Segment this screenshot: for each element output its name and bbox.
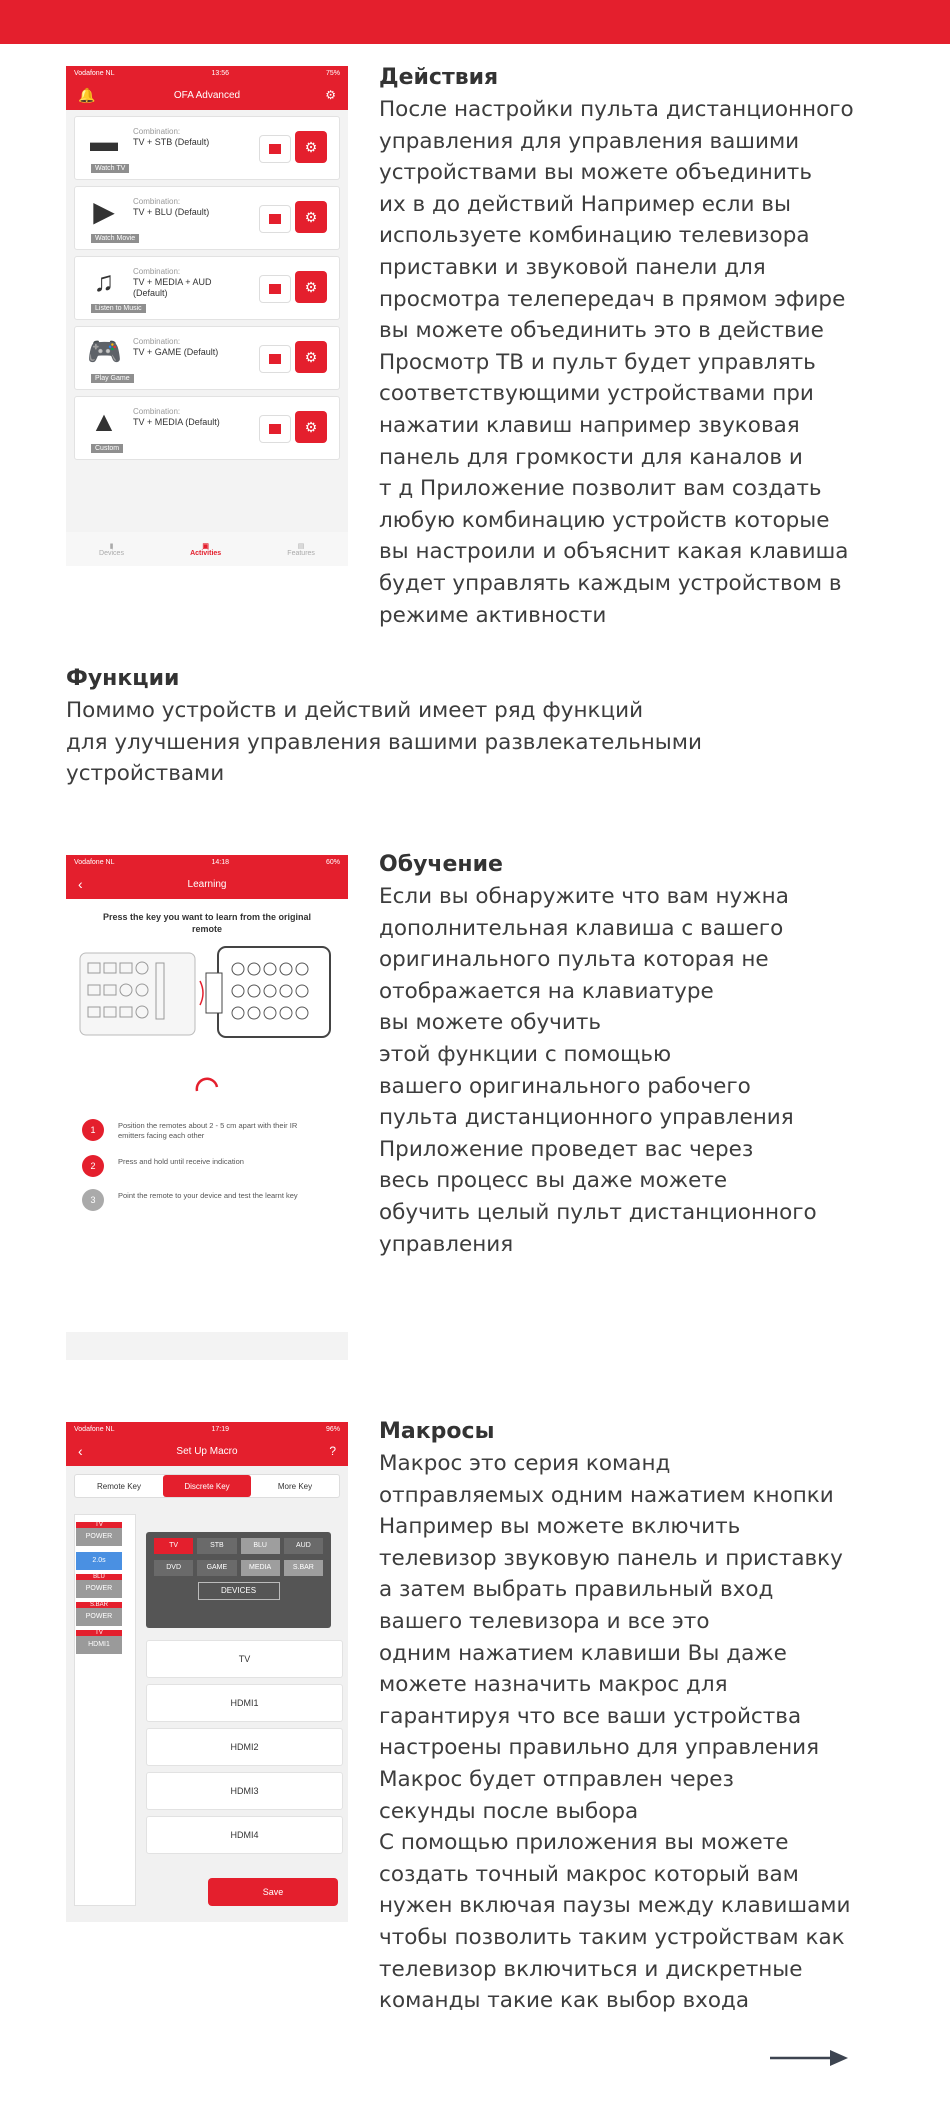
combination-value: TV + MEDIA (Default) — [133, 417, 220, 427]
step-number: 3 — [82, 1189, 104, 1211]
learning-instruction: Press the key you want to learn from the original remote — [102, 912, 312, 934]
macro-step-chip[interactable]: POWER — [76, 1580, 122, 1598]
combination-label: Combination: — [133, 197, 181, 206]
save-button[interactable]: Save — [208, 1878, 338, 1906]
carrier-label: Vodafone NL — [74, 69, 115, 77]
segment-discrete-key[interactable]: Discrete Key — [163, 1475, 251, 1497]
remote-icon: ▮ — [109, 542, 114, 550]
battery-label: 60% — [325, 858, 340, 866]
activity-card[interactable] — [74, 186, 340, 250]
battery-label: 75% — [325, 69, 340, 77]
device-row — [146, 1554, 331, 1576]
delay-chip[interactable]: 2.0s — [76, 1552, 122, 1570]
macro-step-chip[interactable]: HDMI1 — [76, 1636, 122, 1654]
activity-card[interactable] — [74, 256, 340, 320]
step-number: 1 — [82, 1119, 104, 1141]
battery-label: 96% — [325, 1425, 340, 1433]
time-label: 14:18 — [211, 858, 229, 866]
learning-body — [66, 899, 348, 1332]
bell-icon[interactable]: 🔔 — [78, 86, 96, 103]
activity-list — [66, 116, 348, 460]
tab-devices[interactable] — [99, 542, 124, 557]
time-label: 17:19 — [211, 1425, 229, 1433]
activity-card[interactable] — [74, 326, 340, 390]
learning-body-text: Если вы обнаружите что вам нужна дополнительная клавиша с вашего оригинального пульта которая не отображается на клавиатуре вы можете обучить этой функции с помощью вашего оригинального рабочего пульта дистанционного управления Приложение проведет вас через весь процесс вы даже можете обучить целый пульт дистанционного управления — [379, 884, 817, 1257]
combination-value: TV + GAME (Default) — [133, 347, 219, 357]
app-header — [66, 80, 348, 110]
macros-section — [379, 1416, 879, 2017]
video-icon: ▶ — [93, 196, 115, 227]
device-button[interactable]: S.BAR — [284, 1560, 323, 1576]
settings-gear-button[interactable]: ⚙ — [295, 341, 327, 373]
tab-label: Features — [287, 549, 315, 557]
chip-device-label: TV — [76, 1522, 122, 1528]
music-icon: ♫ — [93, 266, 115, 297]
activities-section — [379, 62, 879, 631]
combination-label: Combination: — [133, 337, 181, 346]
learning-screenshot — [66, 855, 348, 1360]
loading-spinner-icon — [192, 1075, 222, 1095]
command-item[interactable]: HDMI1 — [146, 1684, 343, 1722]
functions-heading: Функции — [66, 666, 180, 691]
combination-label: Combination: — [133, 127, 181, 136]
tab-activities[interactable] — [190, 542, 221, 557]
chip-device-label: TV — [76, 1630, 122, 1636]
chip-device-label: BLU — [76, 1574, 122, 1580]
activity-card[interactable] — [74, 396, 340, 460]
chip-device-label: S.BAR — [76, 1602, 122, 1608]
device-button[interactable]: GAME — [197, 1560, 236, 1576]
settings-gear-button[interactable]: ⚙ — [295, 271, 327, 303]
device-button[interactable]: STB — [197, 1538, 236, 1554]
activity-name-tag: Watch Movie — [91, 234, 139, 243]
app-header — [66, 869, 348, 899]
time-label: 13:56 — [211, 69, 229, 77]
tab-label: Devices — [99, 549, 124, 557]
help-icon[interactable]: ? — [329, 1444, 336, 1458]
macro-step-chip[interactable]: POWER — [76, 1608, 122, 1626]
activities-icon: ▣ — [202, 542, 209, 550]
next-page-arrow-icon — [770, 2048, 850, 2068]
command-item[interactable]: HDMI3 — [146, 1772, 343, 1810]
features-icon: ▤ — [297, 542, 305, 550]
functions-body: Помимо устройств и действий имеет ряд функций для улучшения управления вашими развлекательными устройствами — [66, 698, 702, 787]
status-bar — [66, 66, 348, 80]
remote-button[interactable] — [259, 415, 291, 443]
header-title: Set Up Macro — [176, 1445, 238, 1457]
combination-value: TV + BLU (Default) — [133, 207, 210, 217]
macro-step-chip[interactable]: POWER — [76, 1528, 122, 1546]
activities-screenshot — [66, 66, 348, 566]
header-title: OFA Advanced — [173, 89, 241, 101]
device-row — [146, 1532, 331, 1554]
device-button[interactable]: BLU — [241, 1538, 280, 1554]
macros-body: Макрос это серия команд отправляемых одним нажатием кнопки Например вы можете включить телевизор звуковую панель и приставку а затем выбрать правильный вход вашего телевизора и все это одним нажатием клавиши Вы даже можете назначить макрос для гарантируя что все ваши устройства настроены правильно для управления Макрос будет отправлен через секунды после выбора С помощью приложения вы можете создать точный макрос который вам нужен включая паузы между клавишами чтобы позволить таким устройствам как телевизор включиться и дискретные команды такие как выбор входа — [379, 1451, 851, 2014]
remote-button[interactable] — [259, 135, 291, 163]
devices-label[interactable]: DEVICES — [198, 1582, 280, 1600]
key-type-segmented-control — [74, 1474, 340, 1498]
macro-sequence — [76, 1518, 122, 1654]
combination-label: Combination: — [133, 407, 181, 416]
device-button[interactable]: AUD — [284, 1538, 323, 1554]
command-item[interactable]: HDMI2 — [146, 1728, 343, 1766]
command-item[interactable]: HDMI4 — [146, 1816, 343, 1854]
carrier-label: Vodafone NL — [74, 858, 115, 866]
activities-heading: Действия — [379, 65, 499, 90]
header-title: Learning — [187, 878, 227, 890]
back-icon[interactable]: ‹ — [78, 876, 83, 892]
learning-section — [379, 849, 879, 1260]
learning-heading: Обучение — [379, 852, 503, 877]
remotes-illustration — [66, 933, 348, 1063]
app-header — [66, 1436, 348, 1466]
macros-heading: Макросы — [379, 1419, 495, 1444]
step-text: Position the remotes about 2 - 5 cm apart with their IR emitters facing each other — [118, 1121, 298, 1140]
combination-value: TV + STB (Default) — [133, 137, 210, 147]
tab-features[interactable] — [287, 542, 315, 557]
combination-label: Combination: — [133, 267, 181, 276]
settings-gear-button[interactable]: ⚙ — [295, 411, 327, 443]
segment-more-key[interactable]: More Key — [277, 1481, 313, 1491]
status-bar — [66, 1422, 348, 1436]
image-icon: ▲ — [90, 406, 118, 437]
device-button[interactable]: DVD — [154, 1560, 193, 1576]
functions-section — [66, 663, 886, 790]
segment-remote-key[interactable]: Remote Key — [96, 1481, 142, 1491]
tv-icon: ▬ — [90, 126, 118, 157]
remote-button[interactable] — [259, 205, 291, 233]
remote-button[interactable] — [259, 275, 291, 303]
settings-icon[interactable]: ⚙ — [325, 88, 336, 102]
top-accent-bar — [0, 0, 950, 44]
step-text: Point the remote to your device and test the learnt key — [118, 1191, 298, 1200]
device-button[interactable]: TV — [154, 1538, 193, 1554]
combination-value: TV + MEDIA + AUD (Default) — [133, 277, 212, 298]
status-bar — [66, 855, 348, 869]
activity-name-tag: Play Game — [91, 374, 134, 383]
device-button[interactable]: MEDIA — [241, 1560, 280, 1576]
settings-gear-button[interactable]: ⚙ — [295, 131, 327, 163]
macro-screenshot — [66, 1422, 348, 1922]
carrier-label: Vodafone NL — [74, 1425, 115, 1433]
step-text: Press and hold until receive indication — [118, 1157, 244, 1166]
back-icon[interactable]: ‹ — [78, 1443, 83, 1459]
command-item[interactable]: TV — [146, 1640, 343, 1678]
activity-name-tag: Listen to Music — [91, 304, 146, 313]
activity-name-tag: Watch TV — [91, 164, 129, 173]
activity-card[interactable] — [74, 116, 340, 180]
activity-name-tag: Custom — [91, 444, 123, 453]
tab-bar — [66, 532, 348, 566]
activities-body: После настройки пульта дистанционного управления для управления вашими устройствами вы можете объединить их в до действий Например если вы используете комбинацию телевизора приставки и звуковой панели для просмотра телепередач в прямом эфире вы можете объединить это в действие Просмотр ТВ и пульт будет управлять соответствующими устройствами при нажатии клавиш например звуковая панель для громкости для каналов и т д Приложение позволит вам создать любую комбинацию устройств которые вы настроили и объяснит какая клавиша будет управлять каждым устройством в режиме активности — [379, 97, 854, 628]
device-selector — [146, 1532, 331, 1628]
remote-button[interactable] — [259, 345, 291, 373]
settings-gear-button[interactable]: ⚙ — [295, 201, 327, 233]
tab-label: Activities — [190, 549, 222, 557]
step-number: 2 — [82, 1155, 104, 1177]
gamepad-icon: 🎮 — [87, 336, 122, 367]
